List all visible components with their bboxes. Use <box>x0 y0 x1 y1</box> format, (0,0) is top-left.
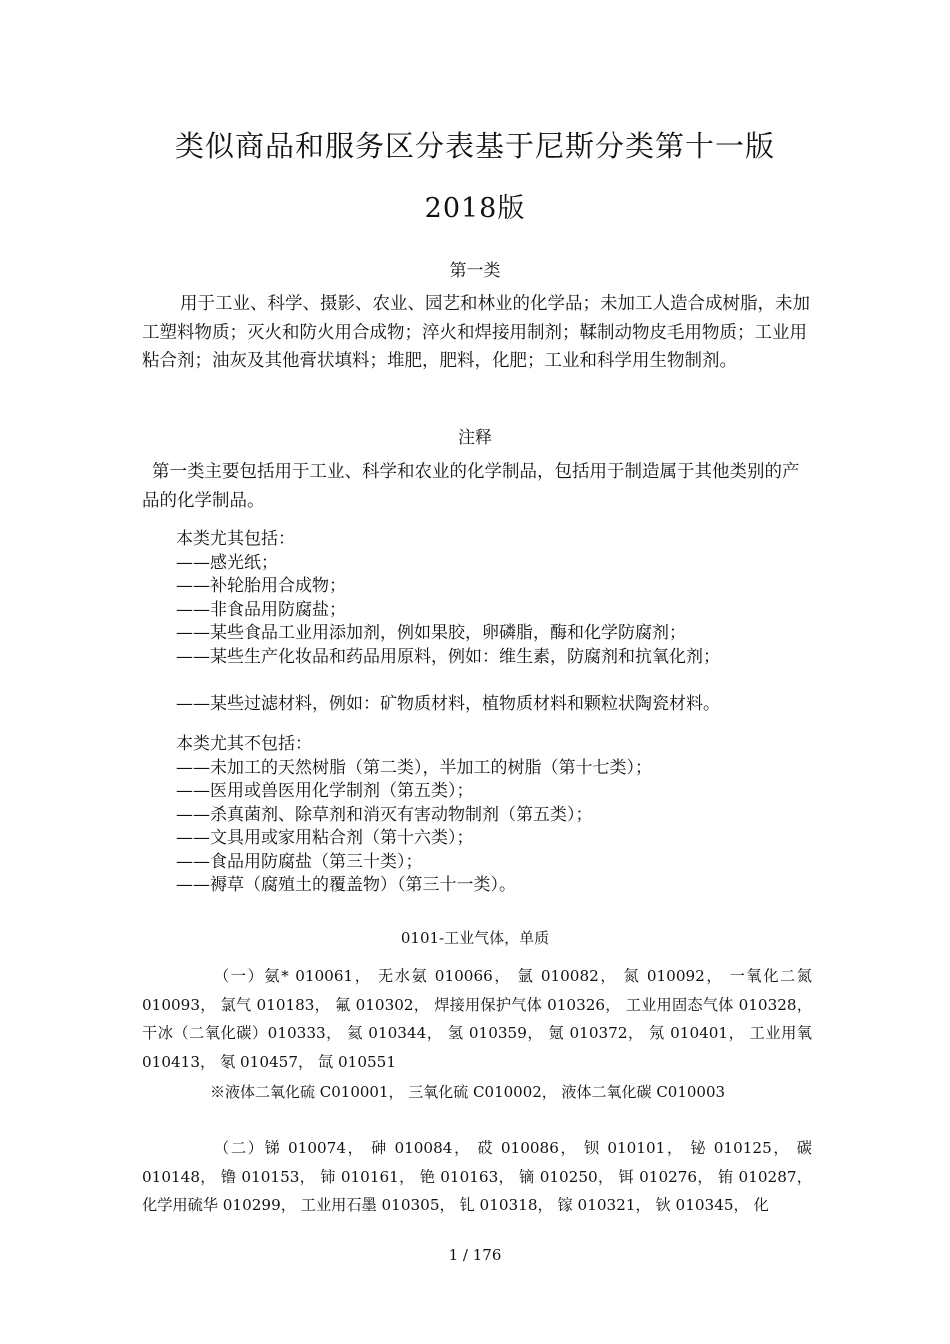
includes-heading: 本类尤其包括： <box>176 529 295 549</box>
list-item: ——未加工的天然树脂（第二类），半加工的树脂（第十七类）； <box>176 757 652 778</box>
page-number: 1 / 176 <box>448 1246 502 1264</box>
list-item: ——食品用防腐盐（第三十类）； <box>176 851 423 872</box>
list-item: ——某些生产化妆品和药品用原料，例如：维生素，防腐剂和抗氧化剂； <box>176 646 720 667</box>
class-heading: 第一类 <box>449 261 501 281</box>
list-item: ——褥草（腐殖土的覆盖物）（第三十一类）。 <box>176 875 516 895</box>
excludes-heading: 本类尤其不包括： <box>176 734 312 754</box>
list-item: ——杀真菌剂、除草剂和消灭有害动物制剂（第五类）； <box>176 804 593 825</box>
list-item: ——某些过滤材料，例如：矿物质材料，植物质材料和颗粒状陶瓷材料。 <box>176 694 720 714</box>
list-item: ——医用或兽医用化学制剂（第五类）； <box>176 781 474 801</box>
group-1-note: ※液体二氧化硫 C010001， 三氧化硫 C010002， 液体二氧化碳 C010003 <box>210 1083 726 1101</box>
group-2-items: （二）锑 010074， 砷 010084， 砹 010086， 钡 010101， 铋 010125， 碳 010148， 镥 010153， 铈 010161， 铯 010163， 镝 010250， 铒 010276， 铕 010287， 化学用硫华 010299， 工业用石墨 010305， 钆 010318， 镓 010321， 钬 010345， 化 <box>142 1139 812 1214</box>
notes-heading: 注释 <box>458 428 492 448</box>
includes-list <box>176 528 826 669</box>
list-item: ——某些食品工业用添加剂，例如果胶，卵磷脂，酶和化学防腐剂； <box>176 623 686 643</box>
subclass-heading: 0101-工业气体，单质 <box>400 929 550 947</box>
list-item: ——感光纸； <box>176 552 278 573</box>
group-1-items: （一）氨* 010061， 无水氨 010066， 氩 010082， 氮 010092， 一氧化二氮 010093， 氯气 010183， 氟 010302， 焊接用保护气体 010326， 工业用固态气体 010328， 干冰（二氧化碳）010333， 氦 010344， 氢 010359， 氪 010372， 氖 010401， 工业用氧 010413， 氡 010457， 氙 010551 <box>142 967 812 1071</box>
includes-last <box>176 693 826 717</box>
list-item: ——补轮胎用合成物； <box>176 576 346 596</box>
edition-label: 2018版 <box>424 193 526 224</box>
document-title: 类似商品和服务区分表基于尼斯分类第十一版 <box>174 129 775 163</box>
list-item: ——非食品用防腐盐； <box>176 599 346 620</box>
class-description: 用于工业、科学、摄影、农业、园艺和林业的化学品；未加工人造合成树脂，未加工塑料物质；灭火和防火用合成物；淬火和焊接用制剂；鞣制动物皮毛用物质；工业用粘合剂；油灰及其他膏状填料；堆肥，肥料，化肥；工业和科学用生物制剂。 <box>142 294 810 371</box>
excludes-list <box>176 733 826 898</box>
notes-intro: 第一类主要包括用于工业、科学和农业的化学制品，包括用于制造属于其他类别的产品的化学制品。 <box>142 462 800 511</box>
list-item: ——文具用或家用粘合剂（第十六类）； <box>176 828 474 848</box>
